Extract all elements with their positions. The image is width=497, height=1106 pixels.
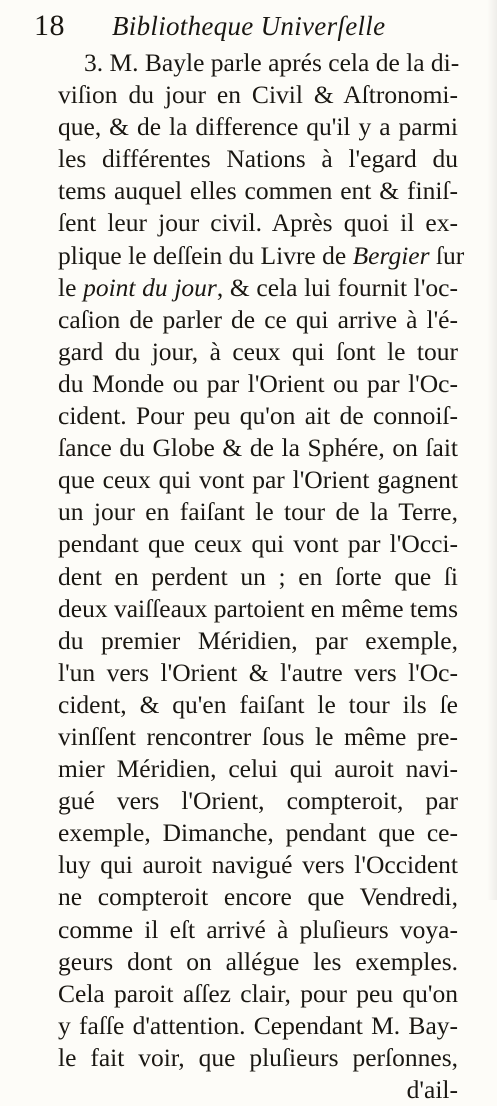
text-line — [58, 753, 458, 785]
text-segment: le — [58, 272, 84, 302]
text-line — [58, 561, 458, 593]
text-segment: caſion de parler de ce qui arrive à l'é- — [58, 304, 458, 334]
text-line — [58, 175, 458, 207]
text-segment: viſion du jour en Civil & Aſtronomi- — [58, 80, 458, 110]
text-line — [58, 207, 458, 239]
text-segment: ſent leur jour civil. Après quoi il ex- — [58, 208, 458, 238]
text-line — [58, 272, 458, 304]
text-segment: que, & de la difference qu'il y a parmi — [58, 112, 458, 142]
text-line — [58, 785, 458, 817]
text-segment: dent en perdent un ; en ſorte que ſi — [58, 561, 458, 591]
text-line — [58, 47, 458, 79]
text-segment: gard du jour, à ceux qui ſont le tour — [58, 336, 458, 366]
text-segment: geurs dont on allégue les exemples. — [58, 946, 458, 976]
text-line — [58, 79, 458, 111]
text-segment: plique le deſſein du Livre de — [58, 240, 353, 270]
page-edge-shadow — [487, 0, 497, 900]
text-segment: ſur — [429, 240, 465, 270]
text-segment: tems auquel elles commen ent & finiſ- — [58, 176, 458, 206]
text-line — [58, 304, 458, 336]
text-line — [58, 400, 458, 432]
text-line — [58, 978, 458, 1010]
text-segment: exemple, Dimanche, pendant que ce- — [58, 818, 458, 848]
text-line — [58, 1074, 458, 1106]
text-segment: du premier Méridien, par exemple, — [58, 625, 458, 655]
text-line — [58, 368, 458, 400]
text-segment: 3. M. Bayle parle aprés cela de la di- — [84, 48, 460, 77]
text-segment: cident, & qu'en faiſant le tour ils ſe — [58, 689, 458, 719]
text-segment: deux vaiſſeaux partoient en même tems — [58, 593, 459, 623]
text-line — [58, 496, 458, 528]
text-segment: d'ail- — [406, 1075, 458, 1104]
text-line — [58, 240, 465, 272]
text-line — [58, 625, 458, 657]
body-text — [58, 47, 465, 1106]
text-line — [58, 143, 458, 175]
text-segment: cident. Pour peu qu'on ait de connoiſ- — [58, 401, 458, 431]
text-segment: ne compteroit encore que Vendredi, — [58, 882, 458, 912]
text-segment: Cela paroit aſſez clair, pour peu qu'on — [58, 978, 458, 1008]
text-segment: les différentes Nations à l'egard du — [58, 144, 458, 174]
italic-text: point du jour — [83, 272, 217, 302]
text-line — [58, 111, 458, 143]
italic-text: Bergier — [352, 240, 430, 270]
text-line — [58, 914, 458, 946]
text-segment: un jour en faiſant le tour de la Terre, — [58, 497, 458, 527]
text-line — [58, 689, 458, 721]
text-segment: le fait voir, que pluſieurs perſonnes, — [58, 1042, 458, 1072]
text-segment: du Monde ou par l'Orient ou par l'Oc- — [58, 368, 458, 398]
text-line — [58, 817, 458, 849]
text-segment: l'un vers l'Orient & l'autre vers l'Oc- — [58, 657, 458, 687]
text-segment: y faſſe d'attention. Cependant M. Bay- — [58, 1010, 458, 1040]
text-segment: gué vers l'Orient, compteroit, par — [58, 786, 458, 816]
text-segment: , & cela lui fournit l'oc- — [216, 272, 458, 302]
text-segment: pendant que ceux qui vont par l'Occi- — [58, 529, 458, 559]
text-line — [58, 432, 458, 464]
running-head: Bibliotheque Univerſelle — [112, 11, 386, 41]
text-segment: comme il eſt arrivé à pluſieurs voya- — [58, 914, 458, 944]
text-line — [58, 657, 458, 689]
text-line — [58, 1042, 458, 1074]
text-line — [58, 528, 458, 560]
text-line — [58, 464, 458, 496]
text-line — [58, 593, 458, 625]
text-line — [58, 849, 458, 881]
text-line — [58, 881, 458, 913]
text-line — [58, 1010, 458, 1042]
page-header — [34, 6, 467, 46]
text-line — [58, 336, 458, 368]
text-segment: mier Méridien, celui qui auroit navi- — [58, 754, 458, 784]
text-segment: ſance du Globe & de la Sphére, on ſait — [58, 433, 458, 463]
page-number: 18 — [34, 9, 65, 42]
text-segment: luy qui auroit navigué vers l'Occident — [58, 850, 458, 880]
text-segment: que ceux qui vont par l'Orient gagnent — [58, 465, 458, 495]
text-line — [58, 721, 458, 753]
text-line — [58, 946, 458, 978]
text-segment: vinſſent rencontrer ſous le même pre- — [58, 721, 458, 751]
